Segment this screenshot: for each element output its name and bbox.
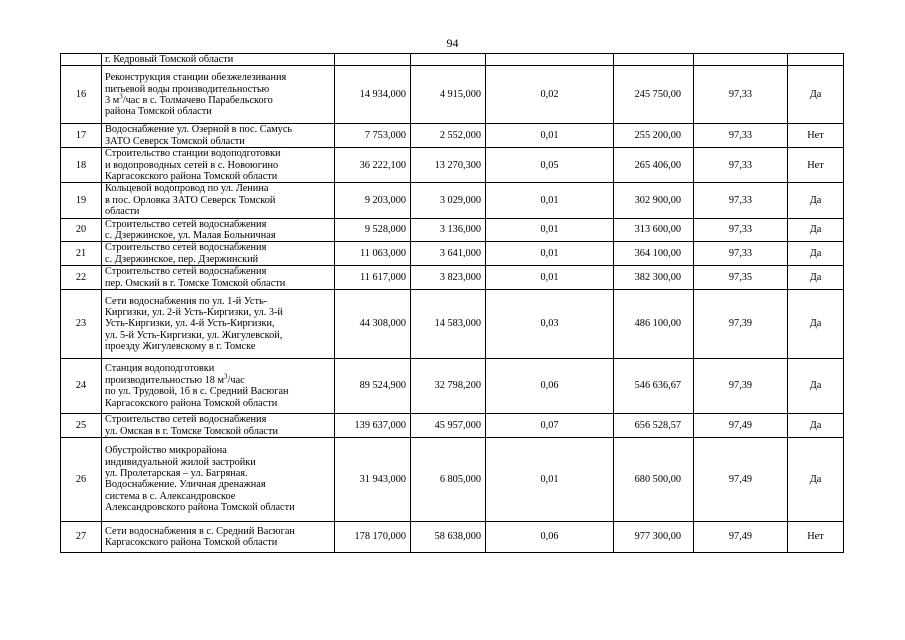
cell-cost: 9 203,000 [335, 183, 411, 218]
name-line: ЗАТО Северск Томской области [105, 135, 245, 147]
cell-cost: 31 943,000 [335, 437, 411, 521]
cell-index: 255 200,00 [614, 124, 694, 148]
table-row-continued [61, 54, 844, 66]
table-row [61, 242, 844, 266]
name-line: Строительство сетей водоснабжения [105, 242, 267, 254]
cell-num: 26 [61, 437, 102, 521]
cell-index: 265 406,00 [614, 148, 694, 183]
name-line: Кольцевой водопровод по ул. Ленина [105, 183, 269, 195]
table-row [61, 148, 844, 183]
cell-cost: 44 308,000 [335, 290, 411, 359]
cell-percent: 97,33 [694, 66, 788, 124]
cell-flag: Да [788, 218, 844, 242]
table-body [61, 54, 844, 553]
cell-percent: 97,35 [694, 266, 788, 290]
table-row [61, 359, 844, 414]
name-line: области [105, 206, 140, 218]
name-line: Сети водоснабжения по ул. 1-й Усть- [105, 295, 268, 307]
cell-num: 25 [61, 414, 102, 438]
name-line: Каргасокского района Томской области [105, 536, 278, 548]
name-line: ул. Пролетарская – ул. Багряная. [105, 468, 248, 479]
cell-num: 21 [61, 242, 102, 266]
cell-num: 16 [61, 66, 102, 124]
cell-index: 364 100,00 [614, 242, 694, 266]
name-line: по ул. Трудовой, 1б в с. Средний Васюган [105, 386, 289, 398]
cell-name [102, 359, 335, 414]
superscript-3: 3 [224, 372, 228, 381]
cell-cost: 14 934,000 [335, 66, 411, 124]
cell-flag: Нет [788, 521, 844, 552]
cell-ratio: 0,06 [486, 521, 614, 552]
cell-flag: Да [788, 437, 844, 521]
cell-flag: Да [788, 183, 844, 218]
cell-percent: 97,39 [694, 359, 788, 414]
cell-cost: 36 222,100 [335, 148, 411, 183]
cell-index: 656 528,57 [614, 414, 694, 438]
cell-amount: 2 552,000 [411, 124, 486, 148]
cell-percent: 97,49 [694, 437, 788, 521]
cell-cost: 139 637,000 [335, 414, 411, 438]
cell-ratio: 0,06 [486, 359, 614, 414]
cell-num: 19 [61, 183, 102, 218]
cell-ratio: 0,01 [486, 218, 614, 242]
cell-name [102, 218, 335, 242]
cell-flag: Да [788, 66, 844, 124]
cell-index: 546 636,67 [614, 359, 694, 414]
name-line: Каргасокского района Томской области [105, 397, 278, 409]
cell-name [102, 148, 335, 183]
cell-index: 680 500,00 [614, 437, 694, 521]
cell-cost: 178 170,000 [335, 521, 411, 552]
cell-flag: Да [788, 266, 844, 290]
cell-amount: 45 957,000 [411, 414, 486, 438]
cell-flag: Да [788, 242, 844, 266]
cell-cost [335, 54, 411, 66]
cell-cost: 11 617,000 [335, 266, 411, 290]
table-row [61, 521, 844, 552]
name-line: Строительство сетей водоснабжения [105, 266, 267, 278]
cell-name [102, 66, 335, 124]
name-line: Каргасокского района Томской области [105, 171, 278, 183]
name-line: Строительство станции водоподготовки [105, 148, 281, 160]
cell-amount: 6 805,000 [411, 437, 486, 521]
cell-num: 23 [61, 290, 102, 359]
table-row [61, 414, 844, 438]
cell-num: 27 [61, 521, 102, 552]
cell-amount: 3 823,000 [411, 266, 486, 290]
table-row [61, 124, 844, 148]
superscript-3: 3 [119, 92, 123, 101]
cell-ratio: 0,01 [486, 183, 614, 218]
cell-cost: 9 528,000 [335, 218, 411, 242]
cell-flag: Нет [788, 148, 844, 183]
name-line: проезду Жигулевскому в г. Томске [105, 341, 256, 353]
name-line: производительностью 18 $м^3$/час [105, 372, 245, 386]
name-line: г. Кедровый Томской области [105, 54, 234, 65]
cell-num: 17 [61, 124, 102, 148]
name-line: Обустройство микрорайона [105, 445, 227, 457]
cell-percent: 97,33 [694, 242, 788, 266]
cell-cost: 89 524,900 [335, 359, 411, 414]
table-row [61, 290, 844, 359]
cell-name [102, 183, 335, 218]
cell-flag: Нет [788, 124, 844, 148]
name-line: Строительство сетей водоснабжения [105, 218, 267, 230]
cell-name [102, 124, 335, 148]
name-line: Усть-Киргизки, ул. 4-й Усть-Киргизки, [105, 318, 275, 330]
cell-amount: 32 798,200 [411, 359, 486, 414]
cell-num: 22 [61, 266, 102, 290]
cell-ratio: 0,05 [486, 148, 614, 183]
cell-percent: 97,33 [694, 124, 788, 148]
name-line: Киргизки, ул. 2-й Усть-Киргизки, ул. 3-й [105, 306, 283, 318]
cell-ratio: 0,03 [486, 290, 614, 359]
cell-cost: 11 063,000 [335, 242, 411, 266]
name-line: с. Дзержинское, ул. Малая Больничная [105, 230, 276, 242]
cell-amount: 3 641,000 [411, 242, 486, 266]
name-line: 3 $м^3$/час в с. Толмачево Парабельского [105, 92, 273, 106]
projects-table [60, 53, 844, 553]
cell-index: 486 100,00 [614, 290, 694, 359]
name-line: ул. Омская в г. Томске Томской области [105, 425, 279, 437]
name-line: Сети водоснабжения в с. Средний Васюган [105, 525, 295, 537]
cell-percent: 97,49 [694, 521, 788, 552]
cell-ratio: 0,01 [486, 266, 614, 290]
cell-ratio: 0,01 [486, 124, 614, 148]
name-line: района Томской области [105, 106, 212, 118]
cell-index: 245 750,00 [614, 66, 694, 124]
cell-name [102, 437, 335, 521]
name-line: Строительство сетей водоснабжения [105, 414, 267, 426]
table-row [61, 183, 844, 218]
cell-name [102, 266, 335, 290]
cell-percent: 97,49 [694, 414, 788, 438]
name-line: питьевой воды производительностью [105, 83, 270, 95]
cell-index: 382 300,00 [614, 266, 694, 290]
cell-ratio: 0,07 [486, 414, 614, 438]
cell-amount: 3 029,000 [411, 183, 486, 218]
cell-name [102, 242, 335, 266]
cell-amount: 4 915,000 [411, 66, 486, 124]
name-line: пер. Омский в г. Томске Томской области [105, 277, 286, 289]
table-row [61, 437, 844, 521]
cell-percent: 97,33 [694, 148, 788, 183]
page-number: 94 [446, 36, 459, 50]
cell-index: 302 900,00 [614, 183, 694, 218]
name-line: система в с. Александровское [105, 490, 236, 502]
cell-num: 20 [61, 218, 102, 242]
cell-num [61, 54, 102, 66]
cell-index [614, 54, 694, 66]
table-row [61, 66, 844, 124]
cell-amount: 58 638,000 [411, 521, 486, 552]
cell-index: 313 600,00 [614, 218, 694, 242]
cell-ratio [486, 54, 614, 66]
cell-percent: 97,33 [694, 218, 788, 242]
cell-flag [788, 54, 844, 66]
cell-percent: 97,39 [694, 290, 788, 359]
cell-flag: Да [788, 414, 844, 438]
cell-name [102, 290, 335, 359]
cell-num: 24 [61, 359, 102, 414]
name-line: Реконструкция станции обезжелезивания [105, 72, 287, 84]
cell-ratio: 0,02 [486, 66, 614, 124]
table-row [61, 266, 844, 290]
name-line: ул. 5-й Усть-Киргизки, ул. Жигулевской, [105, 329, 283, 341]
name-line: и водопроводных сетей в с. Новоюгино [105, 159, 279, 171]
cell-num: 18 [61, 148, 102, 183]
cell-amount: 3 136,000 [411, 218, 486, 242]
cell-cost: 7 753,000 [335, 124, 411, 148]
name-line: Водоснабжение. Уличная дренажная [105, 479, 266, 491]
cell-flag: Да [788, 359, 844, 414]
name-line: Водоснабжение ул. Озерной в пос. Самусь [105, 124, 293, 136]
cell-amount [411, 54, 486, 66]
cell-flag: Да [788, 290, 844, 359]
cell-name [102, 54, 335, 66]
name-line: в пос. Орловка ЗАТО Северск Томской [105, 194, 276, 206]
cell-percent [694, 54, 788, 66]
cell-ratio: 0,01 [486, 437, 614, 521]
cell-name [102, 414, 335, 438]
cell-amount: 14 583,000 [411, 290, 486, 359]
cell-index: 977 300,00 [614, 521, 694, 552]
cell-ratio: 0,01 [486, 242, 614, 266]
table-row [61, 218, 844, 242]
cell-name [102, 521, 335, 552]
cell-percent: 97,33 [694, 183, 788, 218]
name-line: индивидуальной жилой застройки [105, 456, 256, 468]
cell-amount: 13 270,300 [411, 148, 486, 183]
name-line: с. Дзержинское, пер. Дзержинский [105, 253, 259, 265]
name-line: Александровского района Томской области [105, 502, 295, 514]
name-line: Станция водоподготовки [105, 363, 215, 375]
